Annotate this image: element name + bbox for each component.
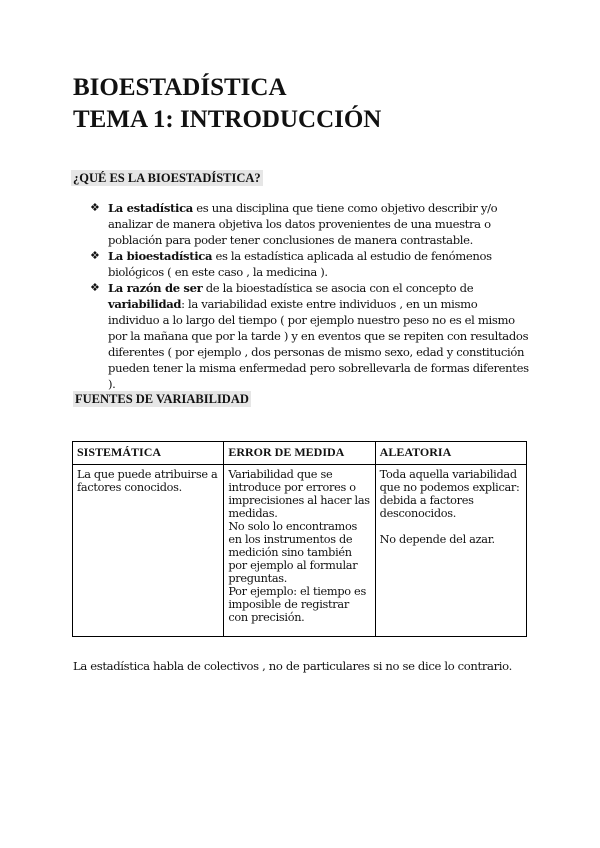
list-item bbox=[90, 200, 530, 248]
diamond-bullet-icon: ❖ bbox=[90, 281, 100, 294]
bullet-text: es la estadística aplicada al estudio de fenómenos biológicos ( en este caso , la medicina ). bbox=[108, 249, 492, 279]
cell-text: Variabilidad que se introduce por errores o imprecisiones al hacer las medidas. bbox=[228, 468, 370, 520]
list-item bbox=[90, 280, 530, 392]
cell-aleatoria bbox=[375, 465, 526, 637]
list-item bbox=[90, 248, 530, 280]
bullet-text: : la variabilidad existe entre individuos , en un mismo individuo a lo largo del tiempo ( por ejemplo nuestro peso no es el mismo por la mañana que por la tarde ) y en eventos que se repiten con resultados diferentes ( por ejemplo , dos personas de mismo sexo, edad y constitución pueden tener la misma enfermedad pero sobrellevarla de formas diferentes ). bbox=[108, 297, 529, 391]
section-heading-que-es: ¿QUÉ ES LA BIOESTADÍSTICA? bbox=[73, 171, 261, 185]
document-title bbox=[73, 72, 381, 136]
bullet-term: La bioestadística bbox=[108, 249, 213, 263]
title-line-1: BIOESTADÍSTICA bbox=[73, 74, 287, 101]
diamond-bullet-icon: ❖ bbox=[90, 201, 100, 214]
bullet-term-variabilidad: variabilidad bbox=[108, 297, 182, 311]
bullet-term: La razón de ser bbox=[108, 281, 203, 295]
cell-text: Por ejemplo: el tiempo es imposible de registrar con precisión. bbox=[228, 585, 366, 624]
cell-error-de-medida bbox=[224, 465, 375, 637]
table-row bbox=[73, 465, 527, 637]
header-error-de-medida: ERROR DE MEDIDA bbox=[224, 442, 375, 465]
definition-list bbox=[90, 200, 530, 392]
bullet-term: La estadística bbox=[108, 201, 193, 215]
diamond-bullet-icon: ❖ bbox=[90, 249, 100, 262]
cell-text: No solo lo encontramos en los instrumentos de medición sino también por ejemplo al formular preguntas. bbox=[228, 520, 358, 585]
header-sistematica: SISTEMÁTICA bbox=[73, 442, 224, 465]
closing-note: La estadística habla de colectivos , no de particulares si no se dice lo contrario. bbox=[73, 659, 512, 673]
cell-text: No depende del azar. bbox=[379, 533, 495, 546]
spacer bbox=[380, 520, 522, 533]
section-heading-fuentes: FUENTES DE VARIABILIDAD bbox=[75, 392, 249, 406]
variability-sources-table bbox=[72, 441, 527, 637]
title-line-2: TEMA 1: INTRODUCCIÓN bbox=[73, 106, 382, 133]
header-aleatoria: ALEATORIA bbox=[375, 442, 526, 465]
table-header-row bbox=[73, 442, 527, 465]
bullet-text: es una disciplina que tiene como objetivo describir y/o analizar de manera objetiva los datos provenientes de una muestra o población para poder tener conclusiones de manera contrastable. bbox=[108, 201, 498, 247]
cell-text: Toda aquella variabilidad que no podemos explicar: debida a factores desconocidos. bbox=[379, 468, 520, 520]
cell-text: La que puede atribuirse a factores conocidos. bbox=[77, 468, 218, 494]
bullet-text: de la bioestadística se asocia con el concepto de bbox=[202, 281, 474, 295]
cell-sistematica bbox=[73, 465, 224, 637]
